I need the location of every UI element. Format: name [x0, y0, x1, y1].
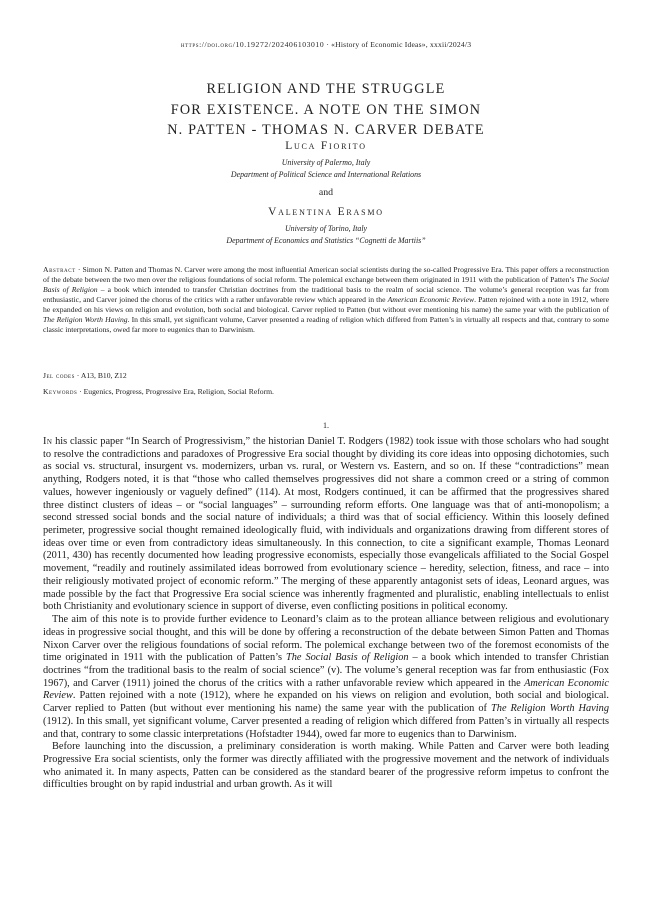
paragraph: [43, 741, 609, 792]
title-line: FOR EXISTENCE. A NOTE ON THE SIMON: [170, 101, 482, 118]
author-conjunction: and: [318, 187, 334, 198]
title-line: RELIGION AND THE STRUGGLE: [206, 81, 446, 97]
jel-codes: [43, 371, 609, 380]
doi-link[interactable]: https://doi.org/10.19272/202406103010: [180, 40, 325, 49]
affiliation-university: University of Torino, Italy: [284, 224, 368, 233]
keywords-separator: ·: [77, 387, 84, 396]
abstract: [43, 265, 609, 335]
paragraph-text: . Patten rejoined with a note (1912), where he expanded on his views on religion and evolution, both social and biological. Carver replied to Patten (but without ever mentioning his name) the same year with the publication of: [43, 690, 609, 715]
book-title: The Religion Worth Having: [43, 315, 128, 325]
abstract-text: . Patten rejoined with a note in 1912, where he expanded on his views on religion and evolution, both social and biological. Carver replied to Patten (but without ever mentioning his name) the same year with the publication of: [43, 295, 609, 315]
paragraph-text: – a book which intended to transfer Christian doctrines “from the traditional basis to the realm of social science” (v). The volume’s general reception was far from enthusiastic (Fox 1967), and Carver (1911) joined the chorus of the critics with a rather unfavorable review which appeared in the: [43, 652, 609, 689]
paragraph: [43, 436, 609, 614]
affiliation-university: University of Palermo, Italy: [281, 158, 371, 167]
journal-citation: «History of Economic Ideas», xxxii/2024/3: [331, 40, 472, 49]
author-name: Valentina Erasmo: [268, 206, 384, 218]
running-head-separator: ·: [324, 40, 332, 49]
jel-separator: ·: [74, 371, 81, 380]
abstract-text: . In this small, yet significant volume, Carver presented a reading of religion which differed from Patten’s in virtually all respects and that, contrary to some classic interpretations, owed far more to eugenics than to Darwinism.: [43, 315, 609, 335]
paragraph-text: (1912). In this small, yet significant volume, Carver presented a reading of religion which differed from Patten’s in virtually all respects and that, contrary to some classic interpretations (Hofstadter 1944), owed far more to eugenics than to Darwinism.: [43, 715, 609, 740]
title-line: N. PATTEN - THOMAS N. CARVER DEBATE: [167, 122, 485, 138]
book-title: The Social Basis of Religion: [286, 652, 409, 664]
abstract-label: Abstract: [43, 265, 76, 274]
journal-title: American Economic Review: [387, 295, 475, 305]
author-name: Luca Fiorito: [285, 140, 367, 152]
author-affiliation: [43, 223, 609, 246]
section-number: 1.: [323, 421, 329, 430]
jel-values: A13, B10, Z12: [80, 371, 127, 380]
abstract-text: – a book which intended to transfer Christian doctrines from the traditional basis to the realm of social science. The volume’s general reception was far from enthusiastic, and Carver joined the chorus of the critics with a rather unfavorable review which appeared in the: [43, 285, 609, 305]
paragraph-text: The aim of this note is to provide further evidence to Leonard’s claim as to the protean alliance between religious and evolutionary ideas in progressive social thought, and this will be done by offering a reconstruction of the debate between Simon Patten and Thomas Nixon Carver over the religious foundations of social reform. The polemical exchange between two of the foremost economists of the time originated in 1911 with the publication of Patten’s: [43, 614, 609, 664]
book-title: The Social Basis of Religion: [43, 275, 609, 295]
running-head: [43, 40, 609, 49]
book-title: The Religion Worth Having: [491, 703, 609, 715]
keywords-label: Keywords: [43, 387, 78, 396]
lead-word: In: [43, 436, 53, 447]
affiliation-department: Department of Economics and Statistics “Cognetti de Martiis”: [226, 235, 426, 245]
author-affiliation: [43, 157, 609, 180]
paragraph-text: Before launching into the discussion, a preliminary consideration is worth making. While Patten and Carver were both leading Progressive Era social scientists, only the former was directly affiliated with the progressive movement and the network of individuals who animated it. In many aspects, Patten can be considered as the standard bearer of the progressive reform impetus to confront the difficulties brought on by rapid industrial and urban growth. As it will: [43, 741, 609, 791]
article-title: [43, 79, 609, 141]
paragraph-text: his classic paper “In Search of Progressivism,” the historian Daniel T. Rodgers (1982) took issue with those scholars who had sought to resolve the contradictions and paradoxes of Progressive Era social thought by dividing its core ideas into opposing dichotomies, such as social vs. structural, insurgent vs. modernizers, urban vs. rural, or Western vs. Eastern, and so on. If these “contradictions” mean anything, Rodgers noted, it is that “those who called themselves progressives did not share a common creed or a string of common values, however ingeniously or vaguely defined” (114). At most, Rodgers continued, it can be affirmed that the progressives shared three distinct clusters of ideas – or “social languages” – surrounding reform efforts. One language was that of anti-monopolism; a second stressed social bonds and the social nature of individuals; a third was that of social efficiency. Within this loosely defined perimeter, progressive social thought remained ideologically fluid, with individuals and organizations drawing from different stores of ideas over time or even from contradictory ideas simultaneously. In this connection, to cite a significant example, Thomas Leonard (2011, 430) has recently documented how leading progressive economists, especially those evangelicals affiliated to the Social Gospel movement, “readily and routinely assimilated ideas borrowed from evolutionary science – heredity, selection, fitness, and race – into their religiously motivated project of economic reform.” The merging of these apparently antagonist sets of ideas, Leonard argues, was made possible by the fact that Progressive Era social science was inherently fragmented and pluralistic, enabling intellectuals to enlist both Christianity and evolutionary science in support of diverse, even conflicting positions in political economy.: [43, 436, 609, 613]
keywords-values: Eugenics, Progress, Progressive Era, Religion, Social Reform.: [83, 387, 274, 396]
paragraph: [43, 614, 609, 741]
affiliation-department: Department of Political Science and International Relations: [230, 169, 422, 179]
abstract-text: Simon N. Patten and Thomas N. Carver were among the most influential American social scientists during the so-called Progressive Era. This paper offers a reconstruction of the debate between the two men over the religious foundations of social reform. The polemical exchange between them originated in 1911 with the publication of Patten’s: [43, 265, 609, 285]
abstract-separator: ·: [75, 265, 83, 274]
jel-label: Jel codes: [43, 371, 75, 380]
journal-title: American Economic Review: [43, 677, 609, 702]
keywords: [43, 387, 609, 396]
body-text: [43, 436, 609, 792]
